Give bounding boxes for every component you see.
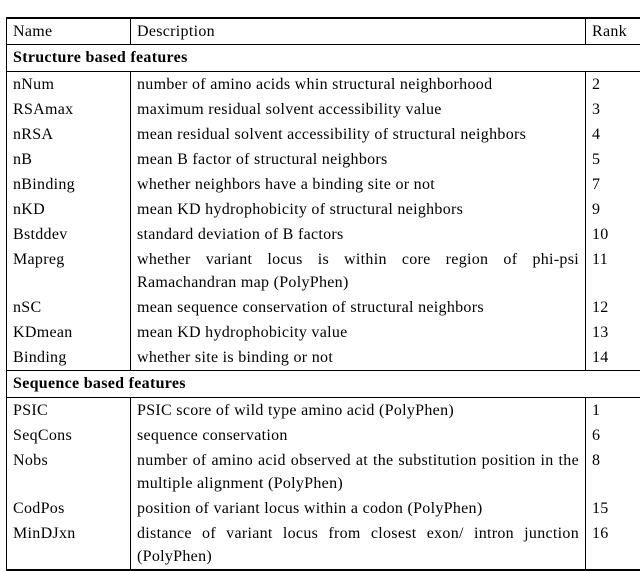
name-cell: nSC [7,295,131,320]
table-row [7,398,640,424]
table-row [7,97,640,122]
section-title: Sequence based features [7,371,640,398]
table-row [7,295,640,320]
rank-cell: 4 [586,122,640,147]
description-cell: mean B factor of structural neighbors [131,147,586,172]
description-cell: PSIC score of wild type amino acid (PolyPhen) [131,398,586,424]
rank-cell: 5 [586,147,640,172]
rank-cell: 16 [586,521,640,570]
description-cell: number of amino acid observed at the substitution position in the multiple alignment (PolyPhen) [131,448,586,496]
description-cell: mean KD hydrophobicity value [131,320,586,345]
rank-cell: 14 [586,345,640,371]
table-row [7,345,640,371]
description-cell: whether site is binding or not [131,345,586,371]
rank-cell: 6 [586,423,640,448]
description-cell: whether neighbors have a binding site or not [131,172,586,197]
rank-cell: 11 [586,247,640,295]
name-cell: CodPos [7,496,131,521]
table-row [7,72,640,98]
description-cell: sequence conservation [131,423,586,448]
table-row [7,247,640,295]
description-cell: position of variant locus within a codon (PolyPhen) [131,496,586,521]
table-row [7,222,640,247]
name-cell: KDmean [7,320,131,345]
name-cell: Binding [7,345,131,371]
description-cell: standard deviation of B factors [131,222,586,247]
rank-cell: 13 [586,320,640,345]
rank-cell: 10 [586,222,640,247]
table-row [7,423,640,448]
table-row [7,496,640,521]
section-title: Structure based features [7,45,640,72]
section-header-row [7,45,640,72]
rank-cell: 9 [586,197,640,222]
rank-cell: 1 [586,398,640,424]
table-row [7,147,640,172]
column-header: Name [7,18,131,45]
table-row [7,521,640,570]
name-cell: nBinding [7,172,131,197]
column-header: Rank [586,18,640,45]
name-cell: nB [7,147,131,172]
name-cell: PSIC [7,398,131,424]
name-cell: RSAmax [7,97,131,122]
header-row [7,18,640,45]
name-cell: nRSA [7,122,131,147]
description-cell: mean KD hydrophobicity of structural neighbors [131,197,586,222]
table-row [7,122,640,147]
description-cell: distance of variant locus from closest exon/ intron junction (PolyPhen) [131,521,586,570]
description-cell: mean residual solvent accessibility of structural neighbors [131,122,586,147]
table-row [7,448,640,496]
table-body [7,45,640,571]
description-cell: mean sequence conservation of structural neighbors [131,295,586,320]
features-table [6,17,640,571]
name-cell: MinDJxn [7,521,131,570]
description-cell: maximum residual solvent accessibility value [131,97,586,122]
table-row [7,172,640,197]
rank-cell: 8 [586,448,640,496]
column-header: Description [131,18,586,45]
rank-cell: 3 [586,97,640,122]
rank-cell: 2 [586,72,640,98]
name-cell: nKD [7,197,131,222]
rank-cell: 15 [586,496,640,521]
name-cell: SeqCons [7,423,131,448]
name-cell: Bstddev [7,222,131,247]
description-cell: whether variant locus is within core region of phi-psi Ramachandran map (PolyPhen) [131,247,586,295]
rank-cell: 12 [586,295,640,320]
rank-cell: 7 [586,172,640,197]
description-cell: number of amino acids whin structural neighborhood [131,72,586,98]
name-cell: nNum [7,72,131,98]
name-cell: Nobs [7,448,131,496]
table-row [7,197,640,222]
section-header-row [7,371,640,398]
table-row [7,320,640,345]
name-cell: Mapreg [7,247,131,295]
